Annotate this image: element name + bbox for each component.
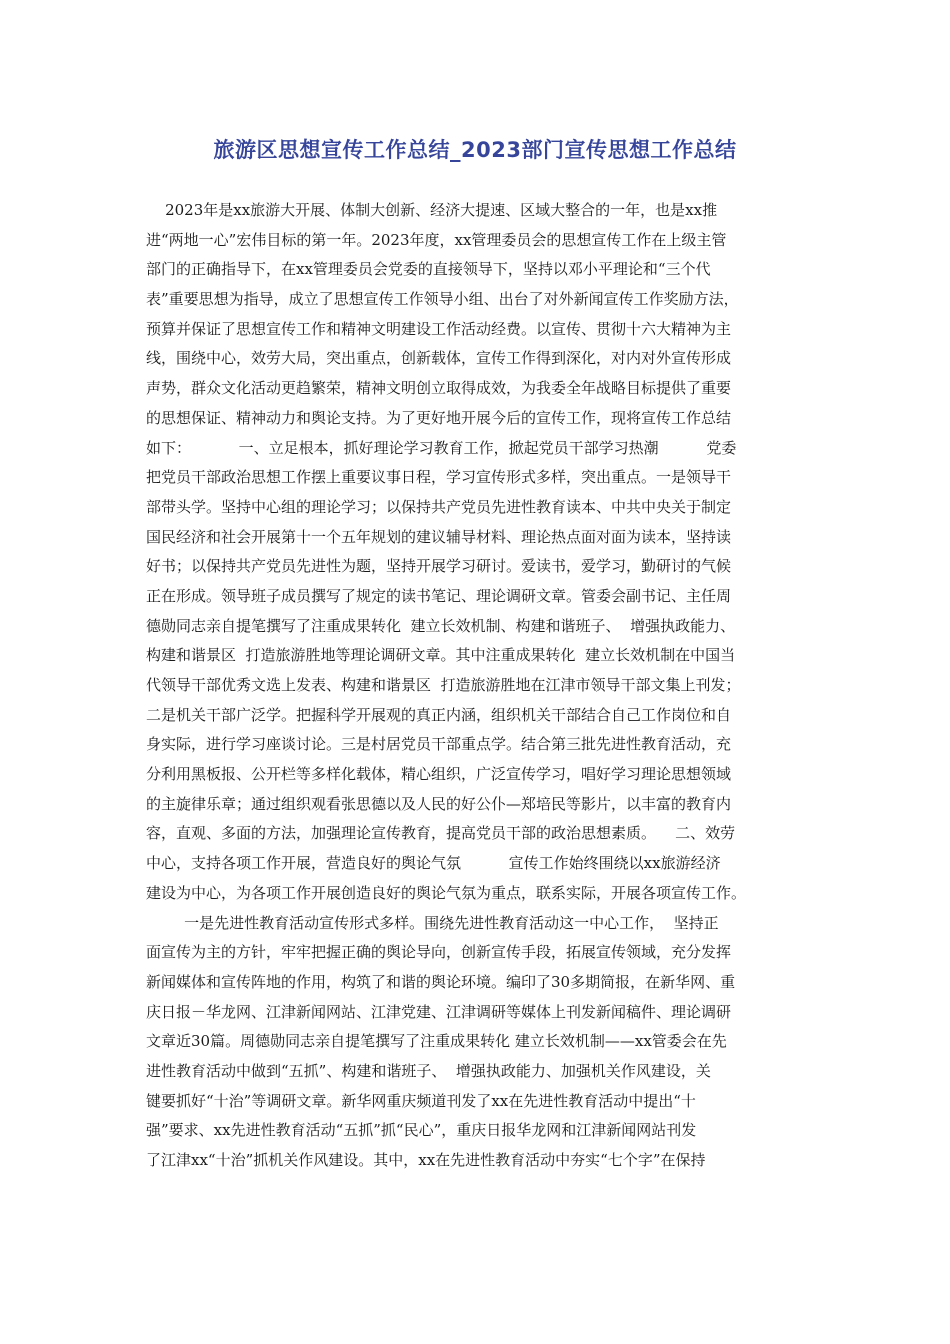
body-line: 分利用黑板报、公开栏等多样化载体，精心组织，广泛宣传学习，唱好学习理论思想领域 (146, 765, 732, 784)
body-line: 庆日报－华龙网、江津新闻网站、江津党建、江津调研等媒体上刊发新闻稿件、理论调研 (146, 1002, 732, 1021)
document-body (146, 196, 806, 1176)
body-line: 好书；以保持共产党员先进性为题，坚持开展学习研讨。爱读书，爱学习，勤研讨的气候 (146, 557, 732, 576)
body-line: 如下： 一、立足根本，抓好理论学习教育工作，掀起党员干部学习热潮 党委 (146, 438, 737, 457)
body-line: 构建和谐景区 打造旅游胜地等理论调研文章。其中注重成果转化 建立长效机制在中国当 (146, 646, 736, 665)
body-line: 的主旋律乐章；通过组织观看张思德以及人民的好公仆—郑培民等影片，以丰富的教育内 (146, 794, 732, 813)
body-line: 部门的正确指导下，在xx管理委员会党委的直接领导下，坚持以邓小平理论和“三个代 (146, 260, 711, 279)
body-line: 文章近30篇。周德勋同志亲自提笔撰写了注重成果转化 建立长效机制——xx管委会在先 (146, 1032, 727, 1051)
body-line: 强”要求、xx先进性教育活动“五抓”抓“民心”，重庆日报华龙网和江津新闻网站刊发 (146, 1121, 697, 1140)
body-line: 声势，群众文化活动更趋繁荣，精神文明创立取得成效，为我委全年战略目标提供了重要 (146, 379, 732, 398)
body-line: 正在形成。领导班子成员撰写了规定的读书笔记、理论调研文章。管委会副书记、主任周 (146, 586, 732, 605)
body-line: 新闻媒体和宣传阵地的作用，构筑了和谐的舆论环境。编印了30多期简报，在新华网、重 (146, 972, 736, 991)
body-line: 身实际，进行学习座谈讨论。三是村居党员干部重点学。结合第三批先进性教育活动，充 (146, 735, 732, 754)
document-title: 旅游区思想宣传工作总结_2023部门宣传思想工作总结 (213, 138, 737, 162)
body-line: 进“两地一心”宏伟目标的第一年。2023年度，xx管理委员会的思想宣传工作在上级主管 (146, 230, 727, 249)
body-line: 了江津xx“十治”抓机关作风建设。其中，xx在先进性教育活动中夯实“七个字”在保持 (146, 1151, 706, 1169)
body-line: 表”重要思想为指导，成立了思想宣传工作领导小组、出台了对外新闻宣传工作奖励方法， (146, 290, 739, 309)
body-line: 一是先进性教育活动宣传形式多样。围绕先进性教育活动这一中心工作， 坚持正 (146, 913, 719, 932)
body-line: 代领导干部优秀文选上发表、构建和谐景区 打造旅游胜地在江津市领导干部文集上刊发； (146, 676, 741, 694)
body-line: 线，围绕中心，效劳大局，突出重点，创新载体，宣传工作得到深化，对内对外宣传形成 (146, 349, 732, 368)
body-line: 二是机关干部广泛学。把握科学开展观的真正内涵，组织机关干部结合自己工作岗位和自 (146, 705, 732, 724)
body-line: 进性教育活动中做到“五抓”、构建和谐班子、 增强执政能力、加强机关作风建设，关 (146, 1061, 711, 1080)
body-line: 德勋同志亲自提笔撰写了注重成果转化 建立长效机制、构建和谐班子、 增强执政能力、 (146, 616, 736, 635)
body-line: 容，直观、多面的方法，加强理论宣传教育，提高党员干部的政治思想素质。 二、效劳 (146, 824, 736, 843)
body-line: 的思想保证、精神动力和舆论支持。为了更好地开展今后的宣传工作，现将宣传工作总结 (146, 408, 732, 427)
body-line: 国民经济和社会开展第十一个五年规划的建议辅导材料、理论热点面对面为读本，坚持读 (146, 527, 732, 546)
body-line: 把党员干部政治思想工作摆上重要议事日程，学习宣传形式多样，突出重点。一是领导干 (146, 468, 732, 487)
body-line: 中心，支持各项工作开展，营造良好的舆论气氛 宣传工作始终围绕以xx旅游经济 (146, 854, 721, 873)
body-line: 建设为中心，为各项工作开展创造良好的舆论气氛为重点，联系实际，开展各项宣传工作。 (146, 883, 747, 902)
body-line: 面宣传为主的方针，牢牢把握正确的舆论导向，创新宣传手段，拓展宣传领域，充分发挥 (146, 943, 732, 962)
body-line: 部带头学。坚持中心组的理论学习；以保持共产党员先进性教育读本、中共中央关于制定 (146, 497, 732, 516)
body-line: 2023年是xx旅游大开展、体制大创新、经济大提速、区域大整合的一年，也是xx推 (146, 201, 718, 219)
body-line: 键要抓好“十治”等调研文章。新华网重庆频道刊发了xx在先进性教育活动中提出“十 (146, 1091, 696, 1110)
body-line: 预算并保证了思想宣传工作和精神文明建设工作活动经费。以宣传、贯彻十六大精神为主 (146, 319, 732, 338)
